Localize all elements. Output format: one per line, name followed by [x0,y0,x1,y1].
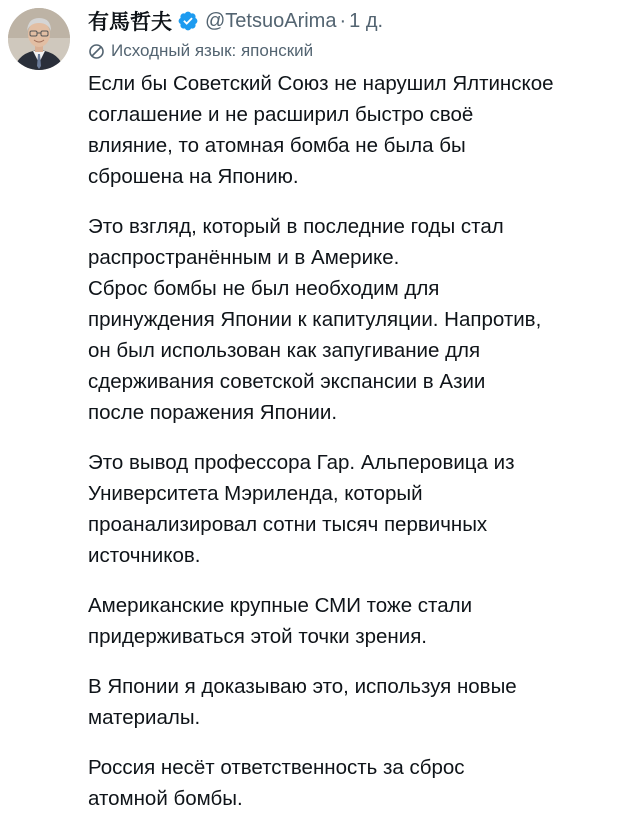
text-line: Это взгляд, который в последние годы стал [88,215,504,238]
text-line: проанализировал сотни тысяч первичных [88,513,488,536]
text-line: он был использован как запугивание для [88,339,481,362]
text-line: влияние, то атомная бомба не была бы [88,134,466,157]
text-line: материалы. [88,706,201,729]
profile-photo [8,8,70,70]
timestamp[interactable]: 1 д. [349,9,384,32]
text-line: Россия несёт ответственность за сброс [88,756,465,779]
text-line: Если бы Советский Союз не нарушил Ялтинское [88,72,554,95]
text-line: Сброс бомбы не был необходим для [88,277,440,300]
text-line: Американские крупные СМИ тоже стали [88,594,473,617]
user-handle[interactable]: @TetsuoArima [205,9,337,32]
text-line: источников. [88,544,201,567]
paragraph-1 [88,68,633,192]
translate-icon [88,43,105,60]
text-line: распространённым и в Америке. [88,246,400,269]
display-name[interactable]: 有馬哲夫 [88,11,172,34]
avatar[interactable] [8,8,70,70]
paragraph-4 [88,590,633,652]
text-line: Это вывод профессора Гар. Альперовица из [88,451,515,474]
text-line: придерживаться этой точки зрения. [88,625,428,648]
paragraph-5 [88,671,633,733]
text-line: сброшена на Японию. [88,165,299,188]
text-line: В Японии я доказываю это, используя новые [88,675,517,698]
text-line: сдерживания советской экспансии в Азии [88,370,486,393]
paragraph-2 [88,211,633,428]
separator-dot: · [339,9,347,32]
paragraph-3 [88,447,633,571]
text-line: атомной бомбы. [88,787,243,810]
text-line: соглашение и не расширил быстро своё [88,103,474,126]
translation-notice-text: Исходный язык: японский [111,41,314,60]
tweet-content [88,6,633,833]
translation-notice[interactable] [88,38,633,64]
tweet-header [88,6,633,36]
verified-badge-icon [177,10,199,32]
paragraph-6 [88,752,633,814]
text-line: принуждения Японии к капитуляции. Напротив, [88,308,542,331]
text-line: после поражения Японии. [88,401,338,424]
tweet-text [88,68,633,814]
text-line: Университета Мэриленда, который [88,482,423,505]
